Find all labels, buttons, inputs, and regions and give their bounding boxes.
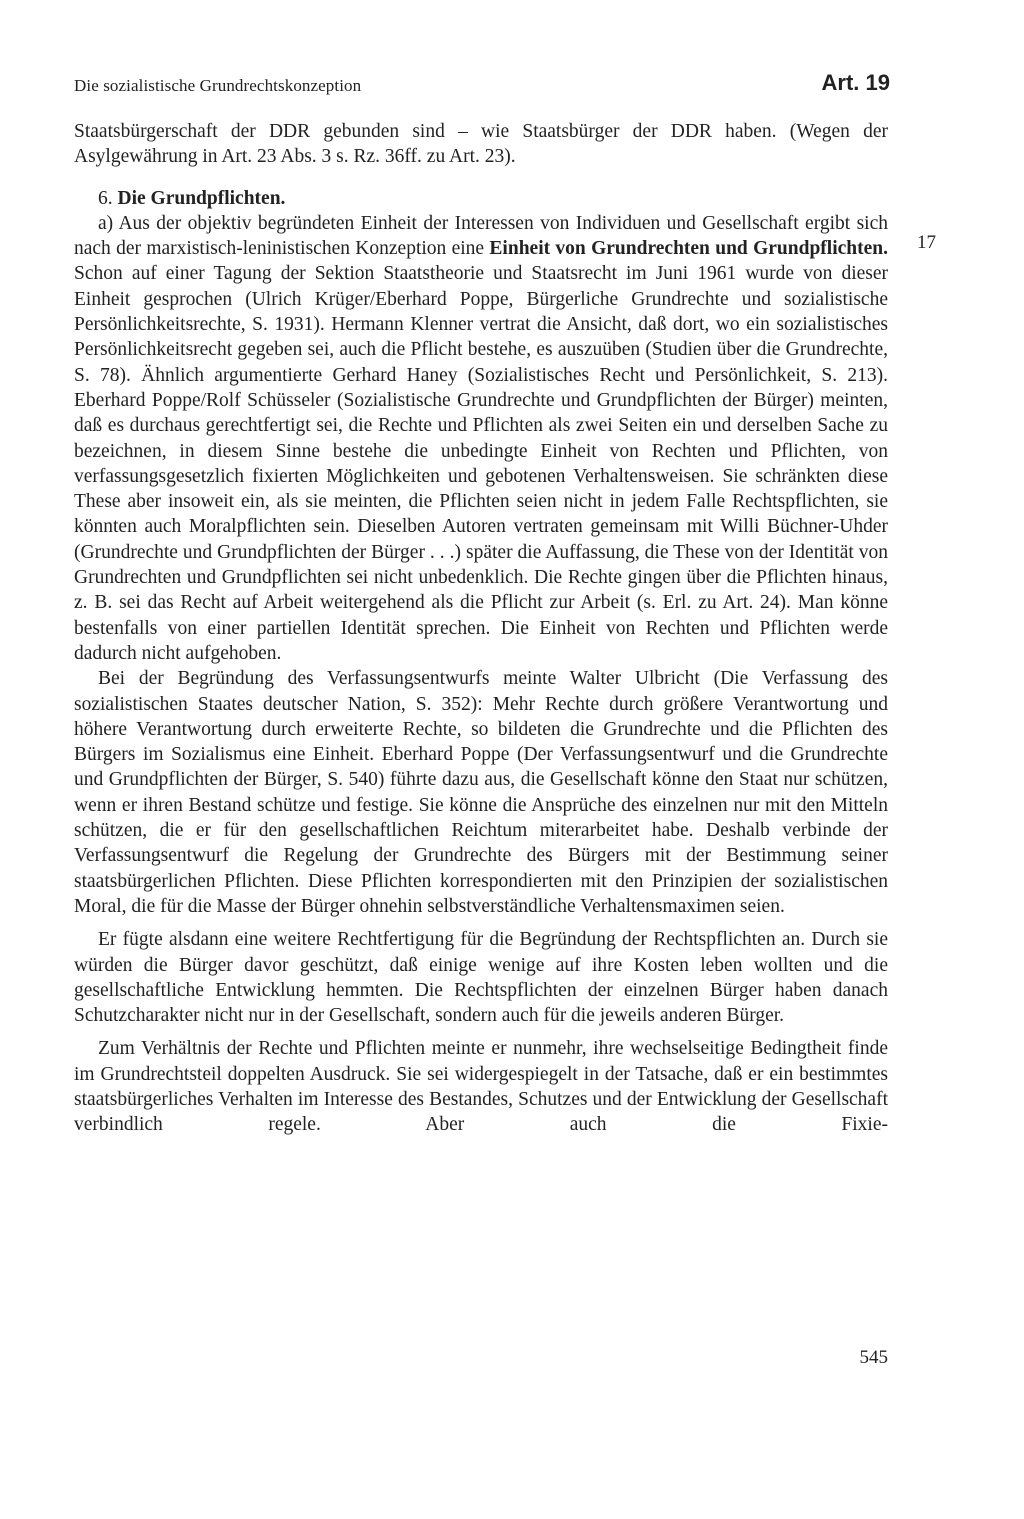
paragraph-a bbox=[74, 211, 888, 666]
article-tag: Art. 19 bbox=[821, 70, 890, 95]
paragraph-ulbricht: Bei der Begründung des Verfassungsentwurfs meinte Walter Ulbricht (Die Verfassung des sozialistischen Staates deutscher Nation, S. 352): Mehr Rechte durch größere Verantwortung und höhere Verantwortung durch erweiterte Rechte, so bildeten die Grundrechte und die Pflichten des Bürgers im Sozialismus eine Einheit. Eberhard Poppe (Der Verfassungsentwurf und die Grundrechte und Grundpflichten der Bürger, S. 540) führte dazu aus, die Gesellschaft könne den Staat nur schützen, wenn er ihren Bestand schütze und festige. Sie könne die Ansprüche des einzelnen nur mit den Mitteln schützen, die er für den gesellschaftlichen Reichtum miterarbeitet habe. Deshalb verbinde der Verfassungsentwurf die Regelung der Grundrechte des Bürgers mit der Bestimmung seiner staatsbürgerlichen Pflichten. Diese Pflichten korrespondierten mit den Prinzipien der sozialistischen Moral, die für die Masse der Bürger ohnehin selbstverständliche Verhaltensmaximen seien. bbox=[74, 668, 888, 917]
paragraph-a-text-2: Schon auf einer Tagung der Sektion Staatstheorie und Staatsrecht im Juni 1961 wurde von dieser Einheit gesprochen (Ulrich Krüger/Eberhard Poppe, Bürgerliche Grundrechte und sozialistische Persönlichkeitsrechte, S. 1931). Hermann Klenner vertrat die Ansicht, daß dort, wo ein sozialistisches Persönlichkeitsrecht gegeben sei, auch die Pflicht bestehe, es auszuüben (Studien über die Grundrechte, S. 78). Ähnlich argumentierte Gerhard Haney (Sozialistisches Recht und Persönlichkeit, S. 213). Eberhard Poppe/Rolf Schüsseler (Sozialistische Grundrechte und Grundpflichten der Bürger) meinten, daß es durchaus gerechtfertigt sei, die Rechte und Pflichten als zwei Seiten ein und derselben Sache zu bezeichnen, in diesem Sinne bestehe die unbedingte Einheit von Rechten und Pflichten, von verfassungsgesetzlich fixierten Möglichkeiten und gebotenen Verhaltensweisen. Sie schränkten diese These aber insoweit ein, als sie meinten, die Pflichten seien nicht in jedem Falle Rechtspflichten, sie könnten auch Moralpflichten sein. Dieselben Autoren vertraten gemeinsam mit Willi Büchner-Uhder (Grundrechte und Grundpflichten der Bürger . . .) später die Auffassung, die These von der Identität von Grundrechten und Grundpflichten sei nicht unbedenklich. Die Rechte gingen über die Pflichten hinaus, z. B. sei das Recht auf Arbeit weitergehend als die Pflicht zur Arbeit (s. Erl. zu Art. 24). Man könne bestenfalls von einer partiellen Identität sprechen. Die Einheit von Rechten und Pflichten werde dadurch nicht aufgehoben. bbox=[74, 263, 888, 664]
section-heading bbox=[74, 186, 888, 211]
paragraph-relationship: Zum Verhältnis der Rechte und Pflichten meinte er nunmehr, ihre wechselseitige Bedingtheit finde im Grundrechtsteil doppelten Ausdruck. Sie sei widergespiegelt in der Tatsache, daß er ein bestimmtes staatsbürgerliches Verhalten im Interesse des Bestandes, Schutzes und der Entwicklung der Gesellschaft verbindlich regele. Aber auch die Fixie- bbox=[74, 1038, 888, 1136]
running-head: Die sozialistische Grundrechtskonzeption bbox=[74, 76, 362, 95]
page-number: 545 bbox=[859, 1347, 888, 1368]
paragraph-a-text-1: a) Aus der objektiv begründeten Einheit der Interessen von Individuen und Gesellschaft ergibt sich nach der marxistisch-leninistischen Konzeption eine bbox=[74, 212, 888, 260]
margin-number: 17 bbox=[917, 232, 936, 253]
paragraph-a-emphasis: Einheit von Grundrechten und Grundpflichten. bbox=[489, 238, 888, 260]
paragraph-justification: Er fügte alsdann eine weitere Rechtfertigung für die Begründung der Rechtspflichten an. Durch sie würden die Bürger davor geschützt, daß einige wenige auf ihre Kosten leben wollten und die gesellschaftliche Entwicklung hemmten. Die Rechtspflichten der einzelnen Bürger haben danach Schutzcharakter nicht nur in der Gesellschaft, sondern auch für die jeweils anderen Bürger. bbox=[74, 929, 888, 1027]
section-number: 6. bbox=[98, 187, 113, 209]
spacer bbox=[74, 1028, 888, 1036]
spacer bbox=[74, 170, 888, 186]
spacer bbox=[74, 919, 888, 927]
paragraph-continuation: Staatsbürgerschaft der DDR gebunden sind – wie Staatsbürger der DDR haben. (Wegen der Asylgewährung in Art. 23 Abs. 3 s. Rz. 36ff. zu Art. 23). bbox=[74, 121, 888, 168]
body-text bbox=[74, 119, 888, 1138]
section-title: Die Grundpflichten. bbox=[117, 187, 286, 209]
